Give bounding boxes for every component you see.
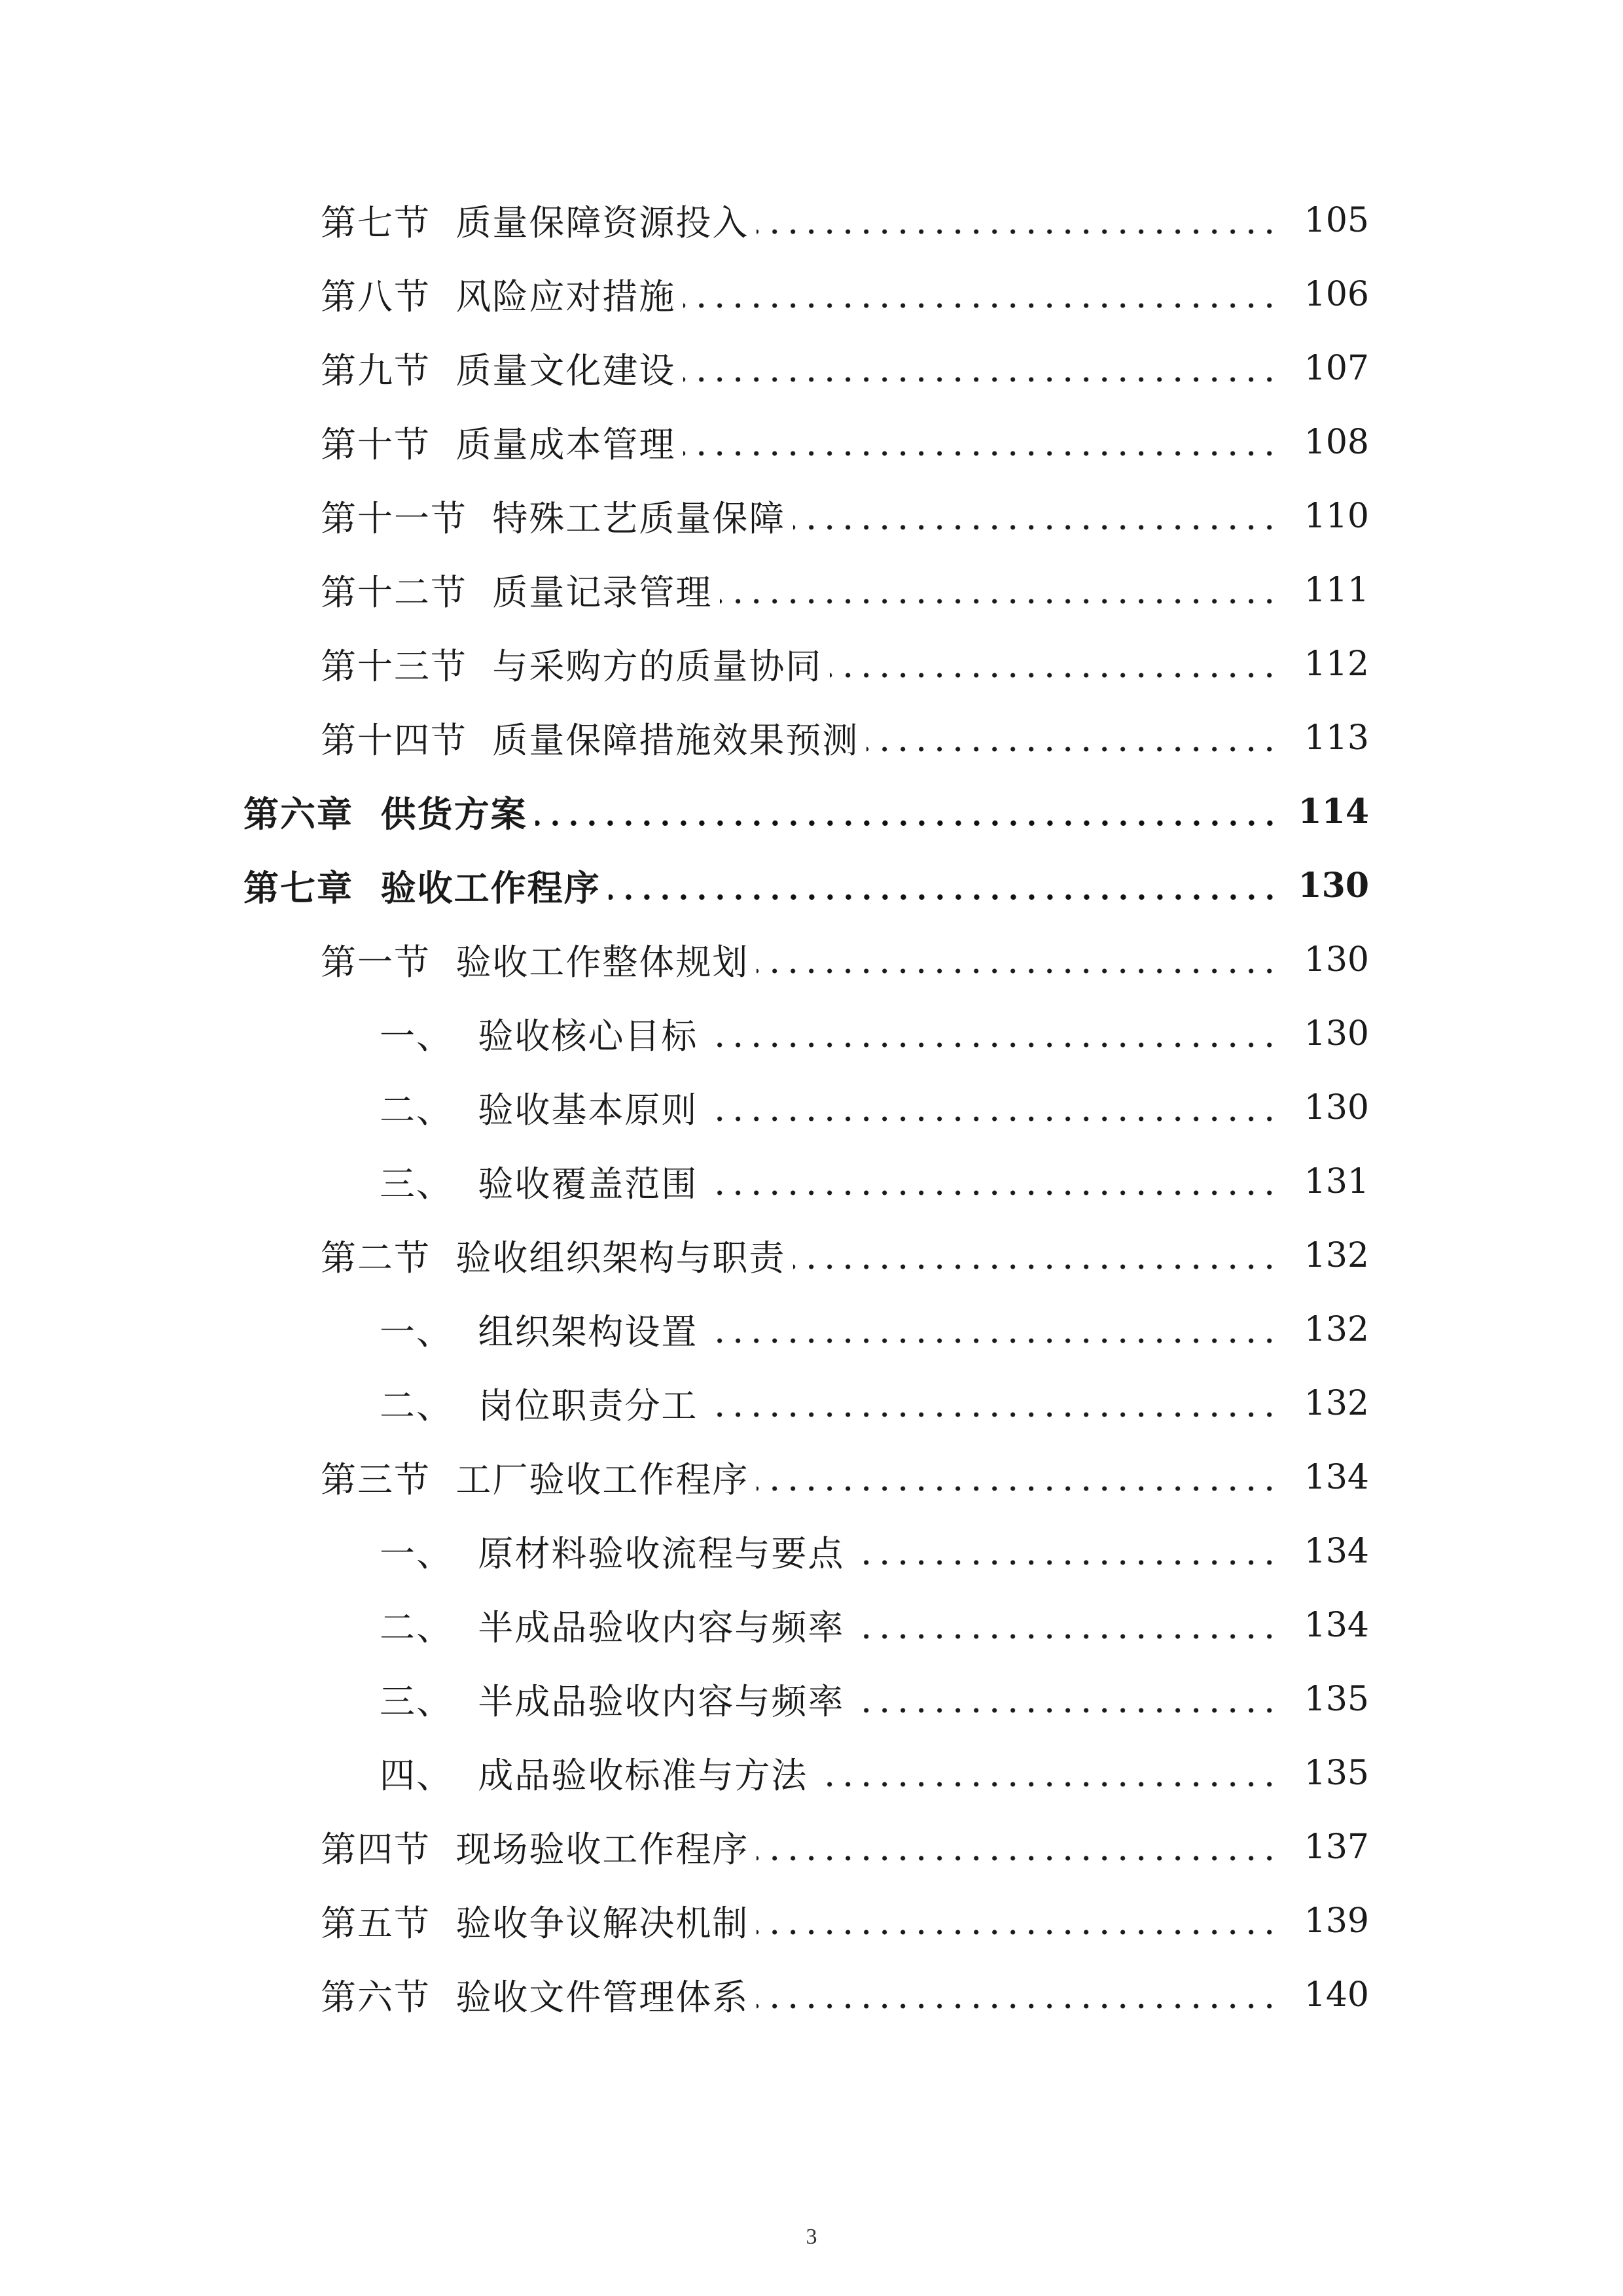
toc-entry-title: 第十一节 特殊工艺质量保障 (321, 498, 786, 539)
toc-subentry-page: 135 (1304, 1679, 1369, 1719)
toc-entry-title: 第六节 验收文件管理体系 (321, 1977, 749, 2018)
toc-entry-page: 112 (1304, 644, 1369, 684)
dot-leader (793, 499, 1279, 534)
toc-subentry-title: 一、 原材料验收流程与要点 (380, 1533, 845, 1574)
dot-leader (705, 1016, 1279, 1051)
toc-entry[interactable] (0, 479, 1369, 553)
toc-subentry-page: 130 (1304, 1087, 1369, 1127)
toc-entry[interactable] (0, 627, 1369, 701)
toc-subentry-page: 134 (1304, 1605, 1369, 1645)
toc-subentry-title: 三、 验收覆盖范围 (380, 1163, 698, 1205)
toc-subentry[interactable] (0, 1514, 1369, 1588)
toc-chapter-page: 130 (1298, 866, 1369, 906)
toc-subentry-page: 132 (1304, 1383, 1369, 1423)
toc-entry-title: 第十三节 与采购方的质量协同 (321, 646, 823, 687)
dot-leader (852, 1608, 1279, 1643)
toc-entry-title: 第四节 现场验收工作程序 (321, 1829, 749, 1870)
toc-entry-title: 第九节 质量文化建设 (321, 350, 676, 391)
dot-leader (757, 1903, 1279, 1939)
table-of-contents (0, 183, 1623, 2032)
toc-entry-page: 132 (1304, 1235, 1369, 1275)
dot-leader (757, 1977, 1279, 2013)
toc-subentry-title: 二、 半成品验收内容与频率 (380, 1607, 845, 1648)
toc-subentry-title: 一、 验收核心目标 (380, 1016, 698, 1057)
toc-subentry[interactable] (0, 997, 1369, 1070)
toc-subentry[interactable] (0, 1662, 1369, 1736)
toc-entry-page: 139 (1304, 1901, 1369, 1941)
toc-entry-title: 第十节 质量成本管理 (321, 424, 676, 465)
dot-leader (705, 1312, 1279, 1347)
toc-entry-page: 113 (1304, 718, 1369, 758)
dot-leader (852, 1534, 1279, 1569)
toc-entry-title: 第三节 工厂验收工作程序 (321, 1459, 749, 1500)
toc-chapter-page: 114 (1298, 792, 1369, 832)
dot-leader (852, 1682, 1279, 1717)
toc-entry-page: 106 (1304, 274, 1369, 314)
toc-entry-title: 第二节 验收组织架构与职责 (321, 1237, 786, 1279)
toc-entry[interactable] (0, 405, 1369, 479)
dot-leader (683, 351, 1279, 386)
dot-leader (535, 794, 1279, 830)
toc-entry-title: 第十四节 质量保障措施效果预测 (321, 720, 859, 761)
toc-entry[interactable] (0, 1958, 1369, 2032)
toc-chapter-title: 第七章 验收工作程序 (243, 867, 601, 909)
toc-entry-page: 140 (1304, 1975, 1369, 2015)
dot-leader (705, 1386, 1279, 1421)
toc-entry-page: 108 (1304, 422, 1369, 462)
toc-entry[interactable] (0, 257, 1369, 331)
toc-subentry[interactable] (0, 1070, 1369, 1144)
toc-chapter-title: 第六章 供货方案 (243, 793, 527, 835)
toc-entry[interactable] (0, 553, 1369, 627)
dot-leader (830, 646, 1279, 682)
toc-entry[interactable] (0, 1440, 1369, 1514)
toc-subentry-title: 二、 验收基本原则 (380, 1089, 698, 1131)
toc-entry-page: 130 (1304, 940, 1369, 980)
toc-subentry[interactable] (0, 1736, 1369, 1810)
dot-leader (757, 203, 1279, 238)
toc-subentry-title: 三、 半成品验收内容与频率 (380, 1681, 845, 1722)
toc-subentry-title: 二、 岗位职责分工 (380, 1385, 698, 1426)
toc-entry-page: 107 (1304, 348, 1369, 388)
toc-entry-page: 111 (1304, 570, 1369, 610)
dot-leader (815, 1756, 1279, 1791)
toc-entry-title: 第十二节 质量记录管理 (321, 572, 713, 613)
toc-entry-title: 第一节 验收工作整体规划 (321, 942, 749, 983)
toc-entry-title: 第八节 风险应对措施 (321, 276, 676, 317)
dot-leader (757, 1460, 1279, 1495)
toc-entry-page: 105 (1304, 200, 1369, 240)
toc-subentry-page: 134 (1304, 1531, 1369, 1571)
dot-leader (705, 1090, 1279, 1125)
toc-entry-title: 第七节 质量保障资源投入 (321, 202, 749, 243)
toc-subentry-page: 130 (1304, 1014, 1369, 1053)
toc-subentry[interactable] (0, 1292, 1369, 1366)
toc-subentry[interactable] (0, 1144, 1369, 1218)
toc-chapter-entry[interactable] (0, 775, 1369, 849)
dot-leader (866, 720, 1279, 756)
dot-leader (720, 573, 1279, 608)
dot-leader (757, 942, 1279, 978)
toc-entry[interactable] (0, 1884, 1369, 1958)
toc-chapter-entry[interactable] (0, 849, 1369, 923)
toc-subentry-page: 131 (1304, 1161, 1369, 1201)
toc-entry-title: 第五节 验收争议解决机制 (321, 1903, 749, 1944)
dot-leader (705, 1164, 1279, 1199)
toc-subentry[interactable] (0, 1366, 1369, 1440)
toc-subentry-title: 一、 组织架构设置 (380, 1311, 698, 1352)
dot-leader (793, 1238, 1279, 1273)
toc-subentry-page: 135 (1304, 1753, 1369, 1793)
page-number: 3 (806, 2225, 817, 2249)
toc-entry[interactable] (0, 1218, 1369, 1292)
toc-entry[interactable] (0, 183, 1369, 257)
toc-subentry[interactable] (0, 1588, 1369, 1662)
toc-subentry-title: 四、 成品验收标准与方法 (380, 1755, 808, 1796)
toc-entry-page: 110 (1304, 496, 1369, 536)
dot-leader (757, 1829, 1279, 1865)
dot-leader (683, 425, 1279, 460)
toc-subentry-page: 132 (1304, 1309, 1369, 1349)
dot-leader (683, 277, 1279, 312)
toc-entry[interactable] (0, 1810, 1369, 1884)
toc-entry-page: 137 (1304, 1827, 1369, 1867)
toc-entry[interactable] (0, 923, 1369, 997)
toc-entry-page: 134 (1304, 1457, 1369, 1497)
dot-leader (609, 868, 1279, 904)
toc-entry[interactable] (0, 701, 1369, 775)
toc-entry[interactable] (0, 331, 1369, 405)
